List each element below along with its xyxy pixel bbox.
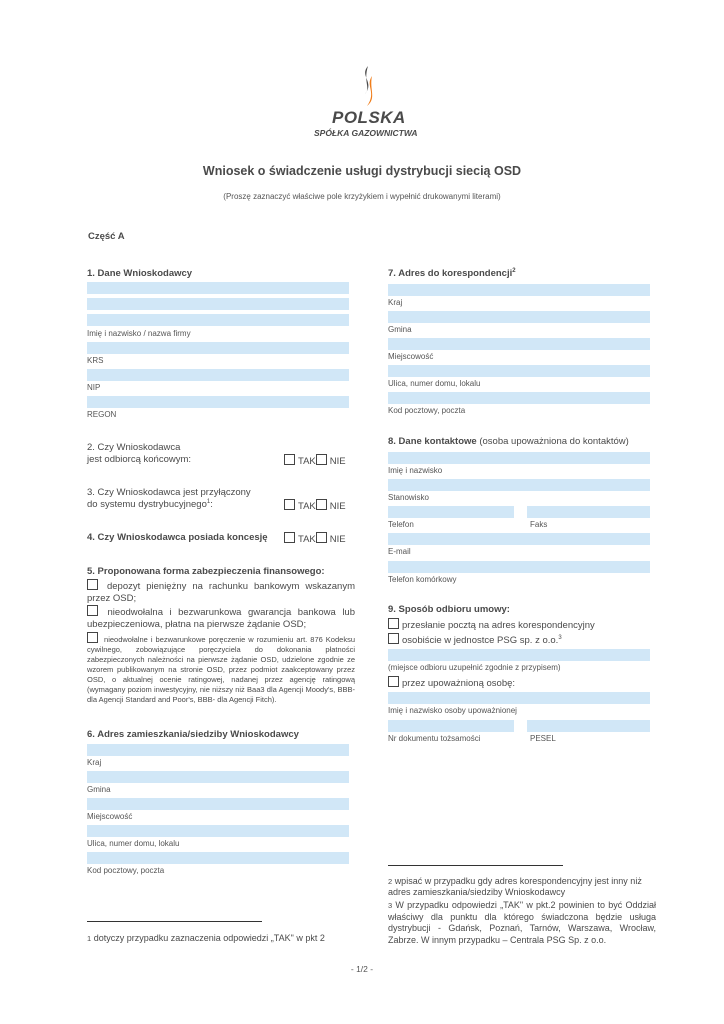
q4-text: 4. Czy Wnioskodawca posiada koncesję	[87, 532, 268, 543]
krs-label: KRS	[87, 356, 104, 365]
regon-label: REGON	[87, 410, 117, 419]
s5-option-1-checkbox[interactable]	[87, 579, 98, 590]
s6-kod-field[interactable]	[87, 852, 349, 864]
s7-kraj-label: Kraj	[388, 298, 403, 307]
s6-miejscowosc-field[interactable]	[87, 798, 349, 810]
q3-line2: do systemu dystrybucyjnego$^1$:	[87, 499, 213, 511]
s8-komorka-label: Telefon komórkowy	[388, 575, 457, 584]
q4-yes-label: TAK	[298, 534, 316, 545]
form-title: Wniosek o świadczenie usługi dystrybucji siecią OSD	[202, 164, 522, 178]
s5-option-2: nieodwołalna i bezwarunkowa gwarancja bankowa lub ubezpieczeniowa, płatna na pierwsze żądanie OSD;	[87, 607, 355, 630]
s6-gmina-label: Gmina	[87, 785, 111, 794]
s6-ulica-field[interactable]	[87, 825, 349, 837]
q2-yes-label: TAK	[298, 456, 316, 467]
s9-person-field[interactable]	[388, 692, 650, 704]
s6-kod-label: Kod pocztowy, poczta	[87, 866, 165, 875]
footnote-1: 1 dotyczy przypadku zaznaczenia odpowiedzi „TAK" w pkt 2	[87, 933, 325, 943]
logo-line1: POLSKA	[332, 108, 406, 127]
s6-miejscowosc-label: Miejscowość	[87, 812, 133, 821]
s9-pesel-label: PESEL	[530, 734, 556, 743]
s7-gmina-field[interactable]	[388, 311, 650, 323]
q3-line1: 3. Czy Wnioskodawca jest przyłączony	[87, 487, 251, 498]
q2-answers	[284, 454, 346, 467]
s9-doc-label: Nr dokumentu tożsamości	[388, 734, 481, 743]
footnote-divider-right	[388, 865, 563, 866]
section-6-heading: 6. Adres zamieszkania/siedziby Wnioskodawcy	[87, 729, 299, 740]
s6-ulica-label: Ulica, numer domu, lokalu	[87, 839, 180, 848]
q3-no-label: NIE	[329, 501, 346, 512]
logo	[280, 58, 450, 148]
form-subtitle: (Proszę zaznaczyć właściwe pole krzyżykiem i wypełnić drukowanymi literami)	[223, 192, 501, 201]
s7-kod-label: Kod pocztowy, poczta	[388, 406, 466, 415]
footnote-2: 2 wpisać w przypadku gdy adres korespondencyjny jest inny niż adres zamieszkania/siedziby Wnioskodawcy	[388, 876, 642, 897]
s8-telefon-field[interactable]	[388, 506, 514, 518]
s9-option-2-checkbox[interactable]	[388, 633, 399, 644]
q2-no-checkbox[interactable]	[316, 454, 327, 465]
s9-person-label: Imię i nazwisko osoby upoważnionej	[388, 706, 517, 715]
q2-no-label: NIE	[329, 456, 346, 467]
part-label: Część A	[88, 231, 125, 242]
regon-field[interactable]	[87, 396, 349, 408]
s7-miejscowosc-field[interactable]	[388, 338, 650, 350]
q4-answers	[284, 532, 346, 545]
nip-label: NIP	[87, 383, 101, 392]
s5-option-1: depozyt pieniężny na rachunku bankowym wskazanym przez OSD;	[87, 581, 355, 604]
footnote-divider-left	[87, 921, 262, 922]
s9-doc-field[interactable]	[388, 720, 514, 732]
nip-field[interactable]	[87, 369, 349, 381]
s9-option-3-checkbox[interactable]	[388, 676, 399, 687]
section-8-heading: 8. Dane kontaktowe (osoba upoważniona do kontaktów)	[388, 436, 629, 447]
logo-line2: SPÓŁKA GAZOWNICTWA	[314, 128, 418, 138]
s8-komorka-field[interactable]	[388, 561, 650, 573]
s8-name-field[interactable]	[388, 452, 650, 464]
s7-gmina-label: Gmina	[388, 325, 412, 334]
s9-option-3: przez upoważnioną osobę:	[388, 676, 515, 689]
s9-note: (miejsce odbioru uzupełnić zgodnie z przypisem)	[388, 663, 561, 672]
s7-ulica-label: Ulica, numer domu, lokalu	[388, 379, 481, 388]
s6-kraj-field[interactable]	[87, 744, 349, 756]
q2-yes-checkbox[interactable]	[284, 454, 295, 465]
s8-email-label: E-mail	[388, 547, 411, 556]
name-label: Imię i nazwisko / nazwa firmy	[87, 329, 191, 338]
q3-answers	[284, 499, 346, 512]
q4-yes-checkbox[interactable]	[284, 532, 295, 543]
s8-faks-label: Faks	[530, 520, 548, 529]
s5-option-3-checkbox[interactable]	[87, 632, 98, 643]
s7-miejscowosc-label: Miejscowość	[388, 352, 434, 361]
page-number: - 1/2 -	[350, 964, 374, 974]
name-field-1[interactable]	[87, 282, 349, 294]
krs-field[interactable]	[87, 342, 349, 354]
s9-option-2: osobiście w jednostce PSG sp. z o.o.$^3$	[388, 633, 562, 646]
q2-line2: jest odbiorcą końcowym:	[87, 454, 192, 465]
q4-no-checkbox[interactable]	[316, 532, 327, 543]
s6-gmina-field[interactable]	[87, 771, 349, 783]
s9-location-field[interactable]	[388, 649, 650, 661]
s8-name-label: Imię i nazwisko	[388, 466, 443, 475]
s8-telefon-label: Telefon	[388, 520, 414, 529]
s8-stanowisko-field[interactable]	[388, 479, 650, 491]
q3-yes-checkbox[interactable]	[284, 499, 295, 510]
s9-option-1-checkbox[interactable]	[388, 618, 399, 629]
s9-option-1: przesłanie pocztą na adres korespondencyjny	[388, 618, 595, 631]
s8-stanowisko-label: Stanowisko	[388, 493, 429, 502]
name-field-2[interactable]	[87, 298, 349, 310]
section-1-heading: 1. Dane Wnioskodawcy	[87, 268, 193, 279]
s7-kraj-field[interactable]	[388, 284, 650, 296]
q4-no-label: NIE	[329, 534, 346, 545]
q2-line1: 2. Czy Wnioskodawca	[87, 442, 181, 453]
s6-kraj-label: Kraj	[87, 758, 102, 767]
s8-faks-field[interactable]	[527, 506, 650, 518]
s5-option-3: nieodwołalne i bezwarunkowe poręczenie w rozumieniu art. 876 Kodeksu cywilnego, zobowiązujące poręczyciela do dokonania płatności zabezpieczonych należności na pierwsze żądanie OSD, udzielone zgodnie ze wzorem publikowanym na stronie OSD, przez podmiot zaakceptowany przez OSD, o aktualnej ocenie ratingowej, nadanej przez agencję ratingową (wymagany poziom inwestycyjny, nie niższy niż Baa3 dla Agencji Moody's, BBB- dla Agencji Standard and Poor's, BBB- dla Agencji Fitch).	[87, 632, 355, 705]
s7-ulica-field[interactable]	[388, 365, 650, 377]
section-5-heading: 5. Proponowana forma zabezpieczenia finansowego:	[87, 566, 325, 577]
s9-pesel-field[interactable]	[527, 720, 650, 732]
flame-icon	[355, 64, 379, 108]
s5-option-2-checkbox[interactable]	[87, 605, 98, 616]
section-7-heading: 7. Adres do korespondencji$^2$	[388, 268, 516, 280]
footnote-3: 3 W przypadku odpowiedzi „TAK" w pkt.2 powinien to być Oddział właściwy dla punktu dla którego świadczona będzie usługa dystrybucji - Gdańsk, Poznań, Tarnów, Warszawa, Wrocław, Zabrze. W innym przypadku – Centrala PSG Sp. z o.o.	[388, 900, 656, 945]
section-9-heading: 9. Sposób odbioru umowy:	[388, 604, 510, 615]
q3-no-checkbox[interactable]	[316, 499, 327, 510]
name-field-3[interactable]	[87, 314, 349, 326]
s8-email-field[interactable]	[388, 533, 650, 545]
q3-yes-label: TAK	[298, 501, 316, 512]
s7-kod-field[interactable]	[388, 392, 650, 404]
